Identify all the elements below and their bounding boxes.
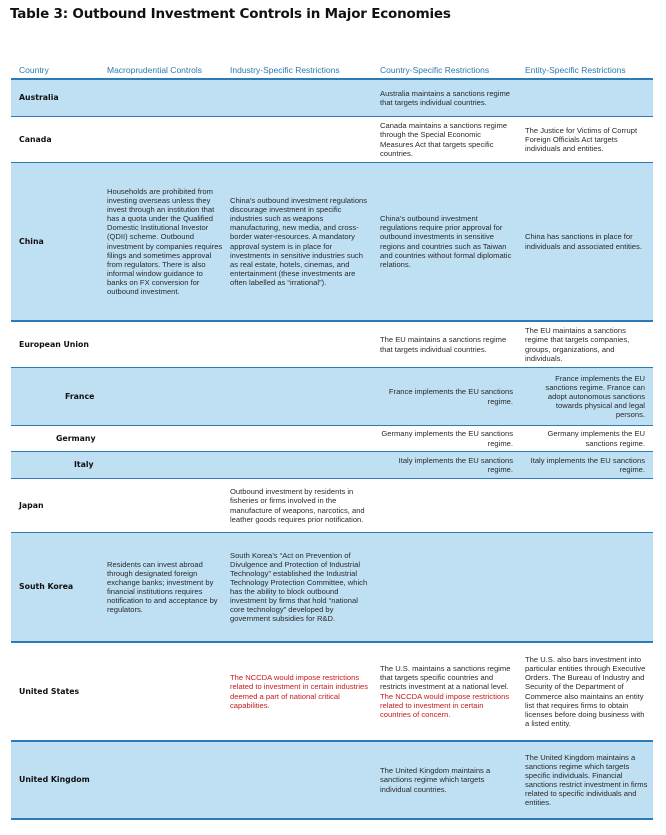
entity-cell: The United Kingdom maintains a sanctions regime which targets specific individuals. Financial sanctions restrict investment in firms related to specific individuals and entities. <box>525 752 648 808</box>
table-row-canada <box>11 117 653 163</box>
country-specific-cell <box>380 643 516 740</box>
entity-cell: The Justice for Victims of Corrupt Foreign Officials Act targets individuals and entities. <box>525 125 638 154</box>
country-cell: Australia <box>19 93 59 103</box>
country-specific-cell: Germany implements the EU sanctions regime. <box>381 429 513 448</box>
country-specific-cell: France implements the EU sanctions regime. <box>388 387 513 406</box>
table-row-south-korea <box>11 533 653 643</box>
entity-cell: The EU maintains a sanctions regime that targets companies, groups, organizations, and individuals. <box>525 326 630 363</box>
industry-cell: The NCCDA would impose restrictions related to investment in certain industries deemed a part of national critical capabilities. <box>230 673 369 710</box>
entity-cell: China has sanctions in place for individuals and associated entities. <box>525 232 642 251</box>
country-cell: France <box>65 391 95 401</box>
country-cell: United Kingdom <box>19 775 90 785</box>
country-specific-cell: The EU maintains a sanctions regime that targets individual countries. <box>380 335 507 354</box>
macroprudential-cell: Residents can invest abroad through designated foreign exchange banks; investment by financial institutions requires notification to and acceptance by regulators. <box>107 559 218 615</box>
country-cell: China <box>19 236 44 246</box>
macroprudential-cell: Households are prohibited from investing overseas unless they invest through an institution that has a quota under the Qualified Domestic Institutional Investor (QDII) scheme. Outbound investment by companies requires filings and sometimes approval from regulators. There is also informal window guidance to banks on FX conversion for outbound investment. <box>107 186 223 296</box>
country-cell: Italy <box>74 460 94 470</box>
country-cell: United States <box>19 686 80 696</box>
table-row-china <box>11 163 653 322</box>
column-header-entity: Entity-Specific Restrictions <box>525 65 626 75</box>
controls-table <box>11 62 653 820</box>
country-cell: Japan <box>19 500 44 510</box>
country-specific-cell: China’s outbound investment regulations require prior approval for outbound investments in sensitive regions and countries such as Taiwan and countries without formal diplomatic relations. <box>380 214 512 269</box>
country-cell: South Korea <box>19 582 74 592</box>
country-cell: Germany <box>56 433 96 443</box>
column-header-industry: Industry-Specific Restrictions <box>230 65 340 75</box>
table-row-united-states <box>11 643 653 742</box>
table-header-row <box>11 62 653 80</box>
entity-cell: Italy implements the EU sanctions regime. <box>530 455 645 474</box>
table-row-australia <box>11 80 653 117</box>
table-row-italy <box>11 452 653 479</box>
table-row-germany <box>11 426 653 452</box>
entity-cell: France implements the EU sanctions regime. France can adopt autonomous sanctions towards physical and legal persons. <box>545 373 645 420</box>
country-specific-cell: Australia maintains a sanctions regime that targets individual countries. <box>380 88 510 107</box>
column-header-macroprudential: Macroprudential Controls <box>107 65 202 75</box>
country-specific-cell: Canada maintains a sanctions regime through the Special Economic Measures Act that targets specific countries. <box>380 121 508 158</box>
country-specific-cell: Italy implements the EU sanctions regime. <box>398 455 513 474</box>
table-row-united-kingdom <box>11 742 653 820</box>
entity-cell: Germany implements the EU sanctions regime. <box>547 429 645 448</box>
country-cell: European Union <box>19 339 89 349</box>
country-specific-cell: The United Kingdom maintains a sanctions regime which targets individual countries. <box>380 766 491 794</box>
table-row-japan <box>11 479 653 533</box>
industry-cell: China’s outbound investment regulations discourage investment in specific industries such as weapons manufacturing, new media, and cross-border water-resources. A mandatory approval system is in place for investments in sensitive industries such as real estate, hotels, cinemas, and entertainment (these investments are often labelled as “irrational”). <box>230 196 368 287</box>
table-row-france <box>11 368 653 426</box>
entity-cell: The U.S. also bars investment into particular entities through Executive Orders. The Bureau of Industry and Security of the Department of Commerce also maintains an entity list that requires firms to obtain licenses before doing business with a listed entity. <box>525 655 646 728</box>
table-row-european-union <box>11 322 653 368</box>
industry-cell: Outbound investment by residents in fisheries or firms involved in the manufacture of weapons, narcotics, and leather goods requires prior notification. <box>230 487 365 524</box>
country-cell: Canada <box>19 134 52 144</box>
column-header-country: Country <box>19 65 49 75</box>
industry-cell: South Korea’s “Act on Prevention of Divulgence and Protection of Industrial Technology” established the Industrial Technology Protection Committee, which has the ability to block outbound investment by firms that hold “national core technology” developed by government subsidies for R&D. <box>230 550 368 624</box>
country-specific-red-text: The NCCDA would impose restrictions related to investment in certain countries of concern. <box>380 691 510 719</box>
table-title: Table 3: Outbound Investment Controls in Major Economies <box>10 6 451 22</box>
column-header-country-specific: Country-Specific Restrictions <box>380 65 490 75</box>
country-specific-text: The U.S. maintains a sanctions regime that targets specific countries and restricts investment at a national level. <box>380 664 511 692</box>
